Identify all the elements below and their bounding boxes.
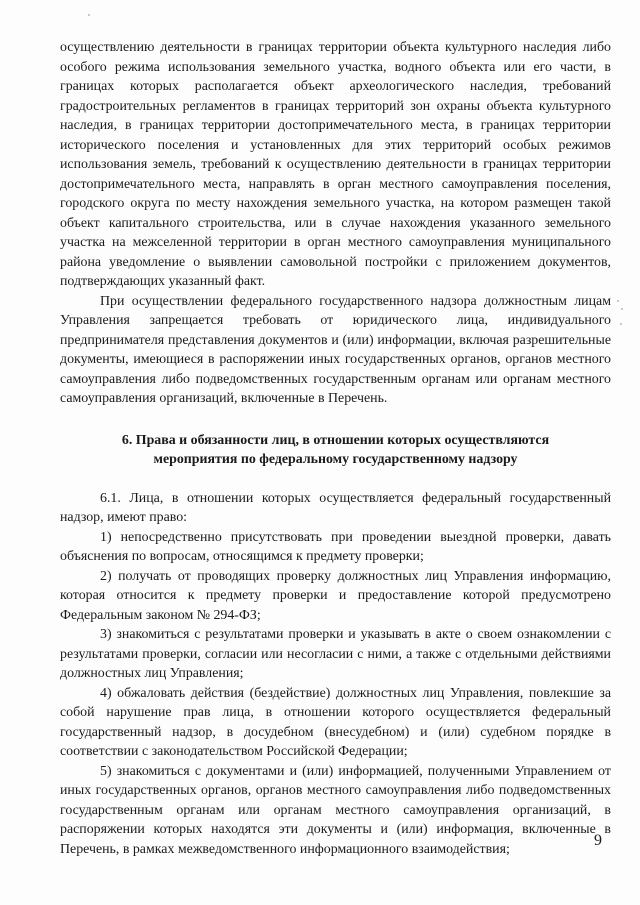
section-heading	[60, 431, 611, 469]
clause-6-1: 6.1. Лица, в отношении которых осуществляется федеральный государственный надзор, имеют право:	[60, 490, 611, 525]
scan-speck-margin-3	[620, 323, 622, 325]
scan-speck-margin-2	[621, 308, 623, 310]
paragraph-continuation: осуществлению деятельности в границах территории объекта культурного наследия либо особого режима использования земельного участка, водного объекта или его части, в границах которых располагается объект археологического наследия, требований градостроительных регламентов в границах территорий зон охраны объекта культурного наследия, в границах территории достопримечательного места, в границах территории исторического поселения и установленных для этих территорий особых режимов использования земель, требований к осуществлению деятельности в границах территории достопримечательного места, направлять в орган местного самоуправления поселения, городского округа по месту нахождения земельного участка, на котором размещен такой объект капитального строительства, или в случае нахождения указанного земельного участка на межселенной территории в орган местного самоуправления муниципального района уведомление о выявлении самовольной постройки с приложением документов, подтверждающих указанный факт.	[60, 40, 611, 289]
list-item-2: 2) получать от проводящих проверку должностных лиц Управления информацию, которая относится к предмету проверки и предоставление которой предусмотрено Федеральным законом № 294-ФЗ;	[60, 568, 611, 623]
list-item-3: 3) знакомиться с результатами проверки и указывать в акте о своем ознакомлении с результатами проверки, согласии или несогласии с ними, а также с отдельными действиями должностных лиц Управления;	[60, 627, 611, 681]
paragraph-prohibition: При осуществлении федерального государственного надзора должностным лицам Управления запрещается требовать от юридического лица, индивидуального предпринимателя представления документов и (или) информации, включая разрешительные документы, имеющиеся в распоряжении иных государственных органов, органов местного самоуправления либо подведомственных государственным органам или органам местного самоуправления организаций, включенные в Перечень.	[60, 293, 611, 406]
page-number: 9	[594, 832, 602, 849]
list-item-5: 5) знакомиться с документами и (или) информацией, полученными Управлением от иных государственных органов, органов местного самоуправления либо подведомственных государственным органам или органам местного самоуправления организаций, в распоряжении которых находятся эти документы и (или) информация, включенные в Перечень, в рамках межведомственного информационного взаимодействия;	[60, 763, 611, 857]
section-heading-line-1: 6. Права и обязанности лиц, в отношении которых осуществляются	[121, 432, 550, 448]
list-item-1: 1) непосредственно присутствовать при проведении выездной проверки, давать объяснения по вопросам, относящимся к предмету проверки;	[60, 529, 611, 564]
section-heading-line-2: мероприятия по федеральному государственному надзору	[153, 451, 518, 467]
list-item-4: 4) обжаловать действия (бездействие) должностных лиц Управления, повлекшие за собой нарушение прав лица, в отношении которого осуществляется федеральный государственный надзор, в досудебном (внесудебном) и (или) судебном порядке в соответствии с законодательством Российской Федерации;	[60, 685, 611, 759]
scan-speck-top	[88, 14, 90, 16]
document-body	[60, 38, 611, 859]
scan-speck-margin-1	[617, 300, 619, 302]
